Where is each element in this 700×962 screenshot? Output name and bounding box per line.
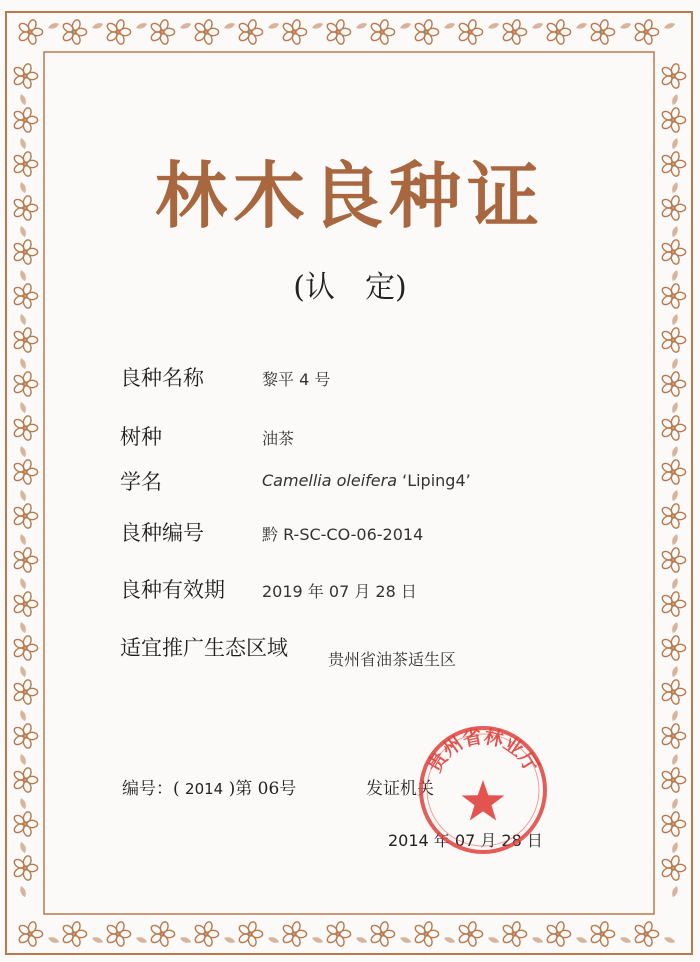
border-flower-icon	[13, 767, 38, 793]
border-leaf-icon	[267, 22, 280, 31]
border-flower-icon	[194, 921, 219, 947]
validity-value: 2019 年 07 月 28 日	[262, 582, 417, 601]
border-flower-icon	[18, 19, 43, 45]
border-leaf-icon	[19, 489, 28, 502]
border-leaf-icon	[671, 753, 680, 766]
border-leaf-icon	[671, 841, 680, 854]
serial-prefix: 编号：(	[122, 779, 180, 799]
border-leaf-icon	[223, 22, 236, 31]
border-flower-icon	[13, 547, 38, 573]
border-leaf-icon	[179, 936, 192, 945]
border-leaf-icon	[19, 841, 28, 854]
border-leaf-icon	[443, 22, 456, 31]
border-leaf-icon	[91, 22, 104, 31]
border-leaf-icon	[671, 533, 680, 546]
border-flower-icon	[13, 679, 38, 705]
border-flower-icon	[106, 921, 131, 947]
variety-name-label: 良种名称	[120, 366, 204, 390]
border-leaf-icon	[223, 936, 236, 945]
border-flower-icon	[282, 921, 307, 947]
border-flower-icon	[62, 19, 87, 45]
border-leaf-icon	[399, 22, 412, 31]
border-flower-icon	[502, 921, 527, 947]
border-leaf-icon	[671, 93, 680, 106]
border-leaf-icon	[663, 936, 676, 945]
border-flower-icon	[13, 459, 38, 485]
border-flower-icon	[661, 723, 686, 749]
border-leaf-icon	[671, 313, 680, 326]
seal-text-path: 贵州省林业厅	[423, 725, 543, 777]
border-leaf-icon	[19, 577, 28, 590]
serial-suffix: )第 06号	[228, 779, 297, 799]
border-flower-icon	[661, 107, 686, 133]
border-flower-icon	[326, 19, 351, 45]
border-flower-icon	[13, 811, 38, 837]
border-flower-icon	[661, 811, 686, 837]
border-flower-icon	[661, 591, 686, 617]
border-leaf-icon	[19, 533, 28, 546]
border-flower-icon	[326, 921, 351, 947]
border-leaf-icon	[19, 885, 28, 898]
border-flower-icon	[661, 547, 686, 573]
border-flower-icon	[62, 921, 87, 947]
border-flower-icon	[661, 415, 686, 441]
border-flower-icon	[18, 921, 43, 947]
issue-date: 2014 年 07 月 28 日	[388, 831, 543, 850]
border-flower-icon	[661, 327, 686, 353]
border-flower-icon	[661, 767, 686, 793]
border-leaf-icon	[671, 797, 680, 810]
variety-name-value: 黎平 4 号	[262, 370, 331, 389]
species-value: 油茶	[262, 429, 295, 448]
border-flower-icon	[661, 855, 686, 881]
variety-code-label: 良种编号	[120, 521, 204, 545]
border-flower-icon	[238, 19, 263, 45]
border-leaf-icon	[531, 936, 544, 945]
border-leaf-icon	[671, 401, 680, 414]
official-seal	[415, 722, 551, 858]
border-flower-icon	[414, 19, 439, 45]
border-leaf-icon	[443, 936, 456, 945]
border-flower-icon	[13, 107, 38, 133]
border-flower-icon	[634, 921, 659, 947]
border-leaf-icon	[671, 357, 680, 370]
border-flower-icon	[546, 19, 571, 45]
border-leaf-icon	[91, 936, 104, 945]
border-flower-icon	[370, 19, 395, 45]
border-leaf-icon	[135, 936, 148, 945]
border-leaf-icon	[671, 577, 680, 590]
border-flower-icon	[282, 19, 307, 45]
border-flower-icon	[661, 503, 686, 529]
scientific-name-value	[262, 471, 471, 490]
border-flower-icon	[458, 921, 483, 947]
border-leaf-icon	[267, 936, 280, 945]
border-flower-icon	[634, 19, 659, 45]
region-value: 贵州省油茶适生区	[328, 650, 457, 669]
border-flower-icon	[13, 415, 38, 441]
serial-year: 2014	[185, 780, 224, 798]
border-flower-icon	[238, 921, 263, 947]
border-leaf-icon	[619, 22, 632, 31]
border-flower-icon	[661, 371, 686, 397]
seal-star-icon	[462, 780, 505, 821]
border-leaf-icon	[671, 665, 680, 678]
border-leaf-icon	[671, 709, 680, 722]
border-leaf-icon	[179, 22, 192, 31]
border-leaf-icon	[575, 936, 588, 945]
border-flower-icon	[150, 19, 175, 45]
certificate-title: 林木良种证	[154, 153, 545, 238]
border-leaf-icon	[663, 22, 676, 31]
border-leaf-icon	[47, 936, 60, 945]
border-leaf-icon	[19, 665, 28, 678]
border-flower-icon	[13, 635, 38, 661]
border-flower-icon	[590, 921, 615, 947]
border-leaf-icon	[531, 22, 544, 31]
border-flower-icon	[661, 679, 686, 705]
border-flower-icon	[502, 19, 527, 45]
border-flower-icon	[13, 855, 38, 881]
border-leaf-icon	[19, 93, 28, 106]
border-leaf-icon	[487, 22, 500, 31]
border-leaf-icon	[671, 489, 680, 502]
border-leaf-icon	[135, 22, 148, 31]
border-leaf-icon	[19, 709, 28, 722]
border-flower-icon	[150, 921, 175, 947]
region-label: 适宜推广生态区域	[120, 636, 288, 660]
border-leaf-icon	[19, 797, 28, 810]
border-leaf-icon	[355, 22, 368, 31]
border-flower-icon	[106, 19, 131, 45]
border-leaf-icon	[671, 885, 680, 898]
border-leaf-icon	[19, 445, 28, 458]
border-flower-icon	[370, 921, 395, 947]
scientific-name-cultivar: ‘Liping4’	[397, 471, 471, 490]
border-leaf-icon	[399, 936, 412, 945]
border-flower-icon	[13, 723, 38, 749]
border-leaf-icon	[355, 936, 368, 945]
certificate-subtitle: (认 定)	[293, 270, 407, 305]
border-flower-icon	[590, 19, 615, 45]
border-leaf-icon	[19, 621, 28, 634]
border-leaf-icon	[311, 22, 324, 31]
validity-label: 良种有效期	[120, 578, 225, 602]
border-leaf-icon	[19, 401, 28, 414]
border-leaf-icon	[619, 936, 632, 945]
border-leaf-icon	[671, 621, 680, 634]
seal-text	[423, 725, 543, 776]
border-leaf-icon	[311, 936, 324, 945]
border-leaf-icon	[671, 445, 680, 458]
border-leaf-icon	[575, 22, 588, 31]
border-flower-icon	[546, 921, 571, 947]
border-flower-icon	[13, 503, 38, 529]
scientific-name-genus-species: Camellia oleifera	[262, 471, 398, 490]
border-leaf-icon	[19, 313, 28, 326]
border-leaf-icon	[487, 936, 500, 945]
border-flower-icon	[194, 19, 219, 45]
border-flower-icon	[458, 19, 483, 45]
border-leaf-icon	[19, 753, 28, 766]
border-flower-icon	[13, 63, 38, 89]
border-flower-icon	[13, 327, 38, 353]
variety-code-value: 黔 R-SC-CO-06-2014	[262, 525, 424, 544]
border-flower-icon	[13, 591, 38, 617]
issuer-label: 发证机关	[366, 779, 434, 799]
border-flower-icon	[414, 921, 439, 947]
species-label: 树种	[120, 425, 162, 449]
border-flower-icon	[661, 459, 686, 485]
scientific-name-label: 学名	[120, 470, 162, 494]
border-leaf-icon	[19, 357, 28, 370]
serial-number	[122, 774, 296, 799]
border-flower-icon	[13, 371, 38, 397]
border-leaf-icon	[47, 22, 60, 31]
border-flower-icon	[661, 635, 686, 661]
border-flower-icon	[661, 63, 686, 89]
